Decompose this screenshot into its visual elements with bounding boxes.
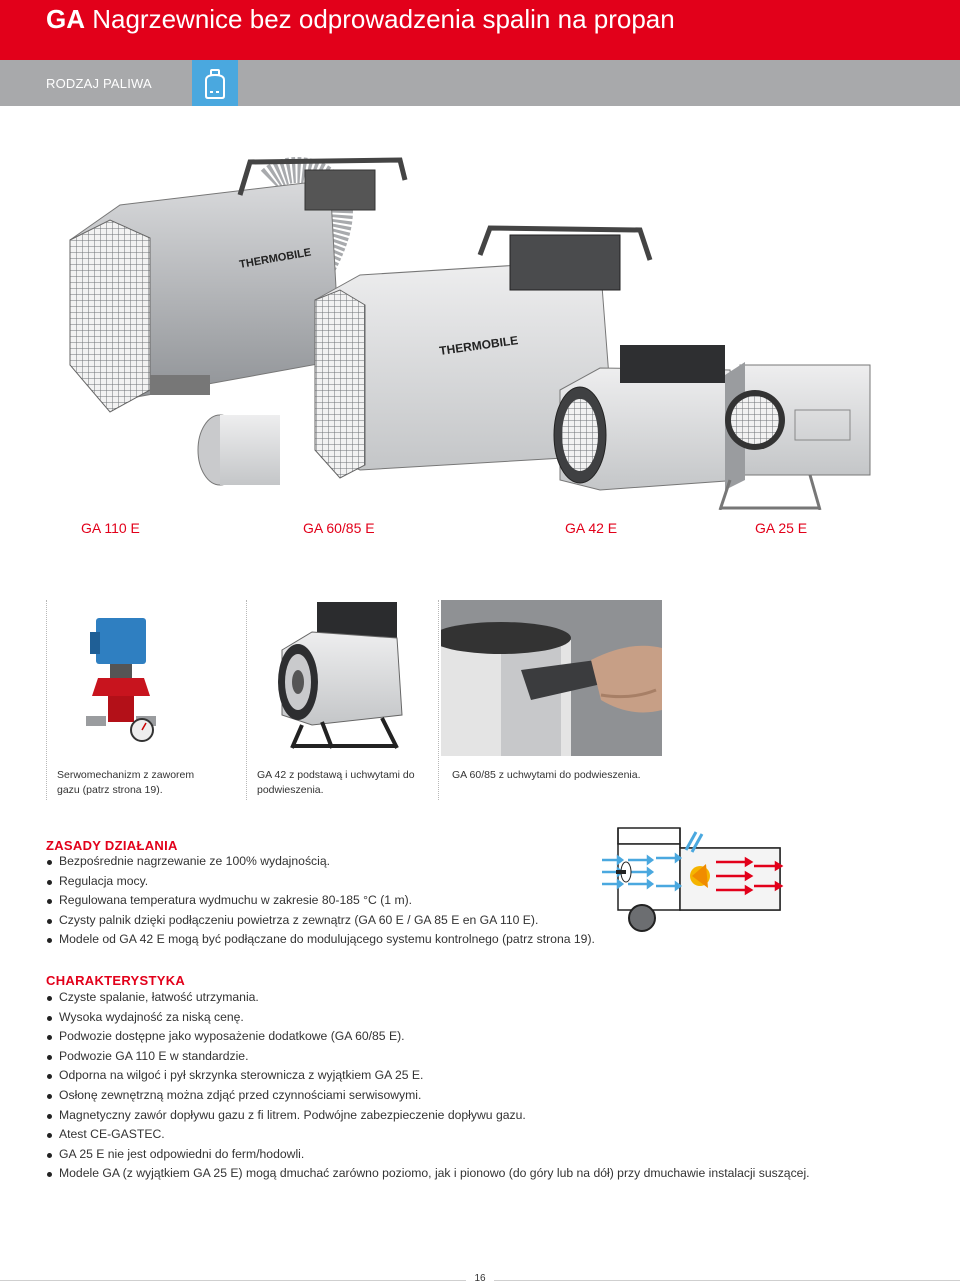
ga60-85-brackets-photo [441, 600, 662, 756]
list-item: Regulowana temperatura wydmuchu w zakresie 80-185 °C (1 m). [46, 891, 595, 911]
fuel-type-label: RODZAJ PALIWA [46, 76, 152, 91]
list-item: Wysoka wydajność za niską cenę. [46, 1008, 810, 1028]
list-item: Podwozie dostępne jako wyposażenie dodatkowe (GA 60/85 E). [46, 1027, 810, 1047]
page-number: 16 [474, 1273, 486, 1284]
model-label-ga-60-85-e: GA 60/85 E [303, 520, 375, 536]
model-label-ga-25-e: GA 25 E [755, 520, 808, 536]
list-item: Magnetyczny zawór dopływu gazu z fi litrem. Podwójne zabezpieczenie dopływu gazu. [46, 1106, 810, 1126]
list-item: Modele GA (z wyjątkiem GA 25 E) mogą dmuchać zarówno poziomo, jak i pionowo (do góry lub na dół) przy dmuchawie instalacji suszącej. [46, 1164, 810, 1184]
caption-servo-valve: Serwomechanizm z zaworem gazu (patrz strona 19). [57, 769, 195, 796]
gallery-divider [46, 600, 47, 800]
svg-text:THERMOBILE: THERMOBILE [438, 333, 519, 358]
heaters-product-photo [40, 150, 930, 510]
gallery-divider [246, 600, 247, 800]
svg-text:THERMOBILE: THERMOBILE [238, 246, 313, 271]
ga42-stand-photo [262, 600, 412, 750]
caption-ga42-stand: GA 42 z podstawą i uchwytami do podwieszenia. [257, 769, 415, 796]
list-item: Modele od GA 42 E mogą być podłączane do modulującego systemu kontrolnego (patrz strona 19). [46, 930, 595, 950]
gas-cylinder-icon [192, 60, 238, 106]
list-item: Bezpośrednie nagrzewanie ze 100% wydajnością. [46, 852, 595, 872]
list-item: Osłonę zewnętrzną można zdjąć przed czynnościami serwisowymi. [46, 1086, 810, 1106]
list-item: Atest CE-GASTEC. [46, 1125, 810, 1145]
caption-ga60-85-brackets: GA 60/85 z uchwytami do podwieszenia. [452, 769, 641, 781]
page-header [0, 0, 960, 60]
principles-list [46, 852, 595, 950]
gallery-divider [438, 600, 439, 800]
list-item: Odporna na wilgoć i pył skrzynka sterownicza z wyjątkiem GA 25 E. [46, 1066, 810, 1086]
list-item: Czyste spalanie, łatwość utrzymania. [46, 988, 810, 1008]
page-title: GA Nagrzewnice bez odprowadzenia spalin na propan [46, 4, 675, 34]
principles-heading: ZASADY DZIAŁANIA [46, 838, 178, 853]
features-heading: CHARAKTERYSTYKA [46, 973, 186, 988]
servo-valve-photo [80, 612, 160, 750]
features-list [46, 988, 810, 1184]
model-label-ga-110-e: GA 110 E [81, 520, 140, 536]
fuel-type-band [0, 60, 960, 106]
list-item: Podwozie GA 110 E w standardzie. [46, 1047, 810, 1067]
model-label-ga-42-e: GA 42 E [565, 520, 618, 536]
list-item: Czysty palnik dzięki podłączeniu powietrza z zewnątrz (GA 60 E / GA 85 E en GA 110 E). [46, 911, 595, 931]
list-item: GA 25 E nie jest odpowiedni do ferm/hodowli. [46, 1145, 810, 1165]
list-item: Regulacja mocy. [46, 872, 595, 892]
operation-schematic [596, 822, 786, 934]
